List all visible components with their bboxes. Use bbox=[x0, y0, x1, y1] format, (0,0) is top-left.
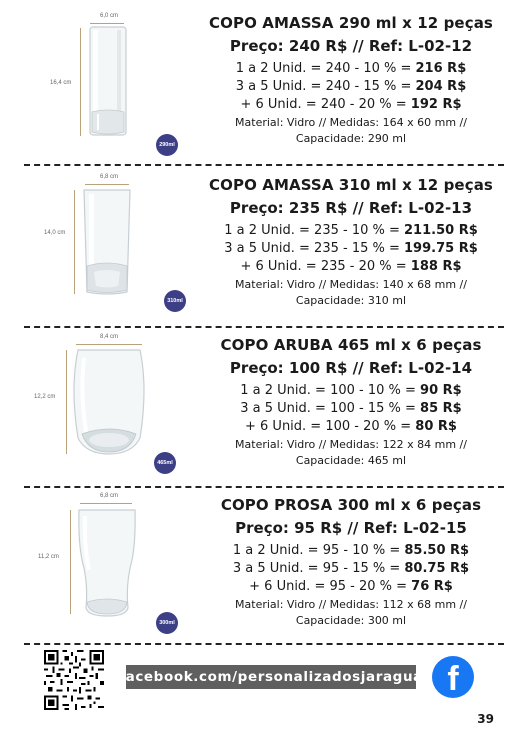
discount-tier: + 6 Unid. = 240 - 20 % = 192 R$ bbox=[240, 97, 462, 112]
facebook-icon-letter: f bbox=[447, 660, 459, 698]
discount-tier: + 6 Unid. = 100 - 20 % = 80 R$ bbox=[245, 419, 457, 434]
dimension-line bbox=[70, 510, 71, 614]
discount-tier: 3 a 5 Unid. = 95 - 15 % = 80.75 R$ bbox=[232, 561, 470, 576]
section-divider bbox=[24, 326, 504, 328]
discount-tier: 1 a 2 Unid. = 95 - 10 % = 85.50 R$ bbox=[232, 543, 470, 558]
dimension-line bbox=[80, 28, 81, 136]
product-title: COPO AMASSA 290 ml x 12 peças bbox=[209, 14, 493, 32]
price-line: Preço: 100 R$ // Ref: L-02-14 bbox=[229, 359, 473, 377]
dimension-line bbox=[80, 503, 132, 504]
facebook-icon[interactable] bbox=[432, 656, 474, 698]
facebook-url-banner[interactable]: facebook.com/personalizadosjaragua bbox=[126, 665, 416, 689]
tier-result: 76 R$ bbox=[411, 579, 453, 594]
qr-code-icon[interactable] bbox=[44, 650, 104, 710]
discount-tier: 3 a 5 Unid. = 235 - 15 % = 199.75 R$ bbox=[224, 241, 478, 256]
glass-illustration bbox=[88, 26, 128, 138]
capacity-badge: 465ml bbox=[154, 452, 176, 474]
dimension-line bbox=[85, 184, 129, 185]
glass-illustration bbox=[72, 348, 146, 456]
material-spec: Material: Vidro // Medidas: 164 x 60 mm // bbox=[235, 116, 467, 129]
tier-result: 80.75 R$ bbox=[404, 561, 470, 576]
discount-tier: 1 a 2 Unid. = 100 - 10 % = 90 R$ bbox=[240, 383, 462, 398]
product-image bbox=[30, 10, 180, 160]
discount-tier: + 6 Unid. = 95 - 20 % = 76 R$ bbox=[249, 579, 453, 594]
price-line: Preço: 95 R$ // Ref: L-02-15 bbox=[235, 519, 467, 537]
dimension-width: 6,8 cm bbox=[100, 493, 119, 499]
capacity-badge: 300ml bbox=[156, 612, 178, 634]
section-divider bbox=[24, 164, 504, 166]
product-title: COPO ARUBA 465 ml x 6 peças bbox=[220, 336, 482, 354]
material-spec: Material: Vidro // Medidas: 122 x 84 mm // bbox=[235, 438, 467, 451]
dimension-height: 14,0 cm bbox=[44, 230, 66, 236]
glass-illustration bbox=[82, 188, 132, 296]
section-divider bbox=[24, 643, 504, 645]
capacity-spec: Capacidade: 465 ml bbox=[295, 454, 407, 467]
glass-illustration bbox=[76, 508, 138, 618]
page-number: 39 bbox=[477, 712, 494, 726]
discount-tier: 3 a 5 Unid. = 240 - 15 % = 204 R$ bbox=[235, 79, 467, 94]
dimension-width: 6,0 cm bbox=[100, 13, 119, 19]
material-spec: Material: Vidro // Medidas: 140 x 68 mm // bbox=[235, 278, 467, 291]
discount-tier: 1 a 2 Unid. = 240 - 10 % = 216 R$ bbox=[235, 61, 467, 76]
product-info bbox=[196, 496, 506, 628]
capacity-spec: Capacidade: 310 ml bbox=[295, 294, 407, 307]
capacity-badge: 290ml bbox=[156, 134, 178, 156]
dimension-line bbox=[76, 344, 142, 345]
capacity-spec: Capacidade: 290 ml bbox=[295, 132, 407, 145]
dimension-width: 6,8 cm bbox=[100, 174, 119, 180]
dimension-line bbox=[90, 23, 124, 24]
section-divider bbox=[24, 486, 504, 488]
dimension-line bbox=[74, 190, 75, 294]
product-image bbox=[30, 492, 180, 642]
tier-result: 85 R$ bbox=[420, 401, 462, 416]
discount-tiers bbox=[196, 382, 506, 436]
price-line: Preço: 235 R$ // Ref: L-02-13 bbox=[229, 199, 473, 217]
tier-result: 216 R$ bbox=[415, 61, 467, 76]
capacity-spec: Capacidade: 300 ml bbox=[295, 614, 407, 627]
material-spec: Material: Vidro // Medidas: 112 x 68 mm // bbox=[235, 598, 467, 611]
tier-result: 204 R$ bbox=[415, 79, 467, 94]
discount-tier: + 6 Unid. = 235 - 20 % = 188 R$ bbox=[240, 259, 462, 274]
discount-tier: 1 a 2 Unid. = 235 - 10 % = 211.50 R$ bbox=[224, 223, 478, 238]
tier-result: 85.50 R$ bbox=[404, 543, 470, 558]
dimension-height: 11,2 cm bbox=[38, 554, 59, 560]
tier-result: 199.75 R$ bbox=[404, 241, 478, 256]
product-image bbox=[30, 170, 183, 320]
dimension-width: 8,4 cm bbox=[100, 334, 119, 340]
tier-result: 211.50 R$ bbox=[404, 223, 478, 238]
tier-result: 188 R$ bbox=[410, 259, 462, 274]
dimension-height: 12,2 cm bbox=[34, 394, 56, 400]
tier-result: 192 R$ bbox=[410, 97, 462, 112]
tier-result: 80 R$ bbox=[415, 419, 457, 434]
product-title: COPO PROSA 300 ml x 6 peças bbox=[220, 496, 482, 514]
dimension-line bbox=[66, 350, 67, 454]
discount-tiers bbox=[196, 222, 506, 276]
product-info bbox=[196, 336, 506, 468]
discount-tiers bbox=[196, 542, 506, 596]
price-line: Preço: 240 R$ // Ref: L-02-12 bbox=[229, 37, 473, 55]
discount-tiers bbox=[196, 60, 506, 114]
capacity-badge: 310ml bbox=[164, 290, 186, 312]
tier-result: 90 R$ bbox=[420, 383, 462, 398]
dimension-height: 16,4 cm bbox=[50, 80, 72, 86]
discount-tier: 3 a 5 Unid. = 100 - 15 % = 85 R$ bbox=[240, 401, 462, 416]
product-title: COPO AMASSA 310 ml x 12 peças bbox=[209, 176, 493, 194]
product-info bbox=[196, 176, 506, 308]
product-info bbox=[196, 14, 506, 146]
product-image bbox=[30, 332, 180, 482]
